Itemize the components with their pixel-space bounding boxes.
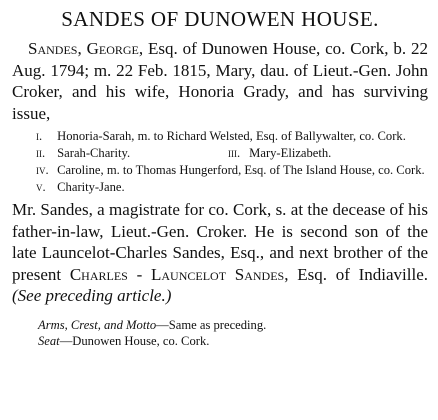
issue-item-5	[12, 179, 428, 195]
issue-numeral: ii.	[36, 146, 46, 160]
issue-item-1	[12, 128, 428, 144]
arms-label: Arms, Crest, and Motto	[38, 317, 157, 332]
issue-text: Sarah-Charity.	[57, 146, 131, 160]
body-name: Charles - Launcelot Sandes	[69, 264, 285, 284]
seat-text: —Dunowen House, co. Cork.	[59, 333, 210, 348]
seat-label: Seat	[38, 333, 60, 348]
body-text-before: Mr. Sandes, a magistrate for co. Cork, s. at the decease of his father-in-law, Lieut.-Gen. Croker. He is second son of the late Launcelot-Charles Sandes, Esq., and next brother of the present	[12, 200, 428, 284]
issue-text: Mary-Elizabeth.	[249, 146, 332, 160]
issue-numeral: iv.	[36, 163, 49, 177]
issue-text: Caroline, m. to Thomas Hungerford, Esq. of The Island House, co. Cork.	[57, 163, 425, 177]
issue-numeral: iii.	[228, 146, 241, 160]
issue-text: Honoria-Sarah, m. to Richard Welsted, Esq. of Ballywalter, co. Cork.	[57, 129, 406, 143]
issue-numeral: v.	[36, 180, 46, 194]
body-paragraph	[12, 199, 428, 307]
issue-item-3	[228, 145, 331, 161]
arms-block	[38, 317, 428, 349]
issue-text: Charity-Jane.	[57, 180, 125, 194]
body-text-after: , Esq. of Indiaville.	[284, 264, 429, 284]
page-title: SANDES OF DUNOWEN HOUSE.	[61, 7, 379, 31]
arms-text: —Same as preceding.	[156, 317, 267, 332]
see-reference: (See preceding article.)	[12, 286, 172, 305]
intro-surname: Sandes	[28, 39, 78, 58]
seat-line	[38, 333, 428, 349]
arms-line	[38, 317, 428, 333]
intro-text: , Esq. of Dunowen House, co. Cork, b. 22 Aug. 1794; m. 22 Feb. 1815, Mary, dau. of Lieut.-Gen. John Croker, and his wife, Honoria Grady, and has surviving issue,	[12, 39, 429, 123]
intro-paragraph: Sandes, George, Esq. of Dunowen House, co. Cork, b. 22 Aug. 1794; m. 22 Feb. 1815, Mary, dau. of Lieut.-Gen. John Croker, and his wife, Honoria Grady, and has surviving issue,	[12, 39, 429, 123]
issue-item-4	[12, 162, 428, 178]
intro-forename: George	[86, 39, 139, 58]
issue-row-2-3	[12, 145, 428, 161]
issue-numeral: i.	[36, 129, 43, 143]
issue-list	[12, 128, 428, 195]
issue-item-2	[36, 145, 228, 161]
